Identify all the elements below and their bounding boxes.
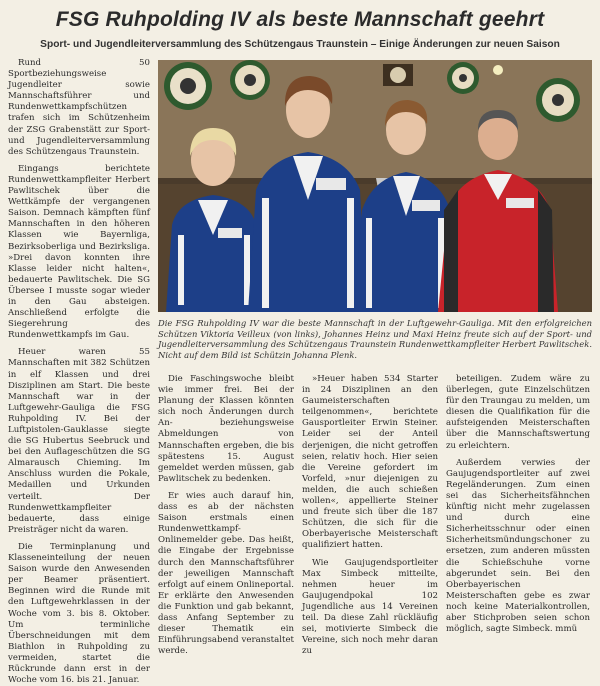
paragraph: Rund 50 Sportbeziehungsweise Jugendleiter sowie Mannschaftsführer und Rundenwettkampfschützen trafen sich im Schützenheim der ZSG Grabenstätt zur Sport- und Jugendleiterversammlung des Schützengaus Traunstein. (8, 58, 150, 157)
paragraph: Außerdem verwies der Gaujugendsportleiter auf zwei Regeländerungen. Zum einen sei das Sicherheitsfähnchen künftig nicht mehr zugelassen und durch eine Sicherheitsschnur oder einen Sicherheitsmündungschoner zu ersetzen, zum anderen müssten die Schießschuhe vorne abgerundet sein. Bei den Oberbayerischen Meisterschaften gebe es zwar noch keine Materialkontrollen, aber Stichproben seien schon möglich, sagte Simbeck. mmü (446, 457, 590, 635)
article-column-3 (302, 374, 438, 657)
paragraph: »Heuer haben 534 Starter in 24 Disziplinen an den Gaumeisterschaften teilgenommen«, berichtete Gausportleiter Erwin Steiner. Leider sei der Anteil derjenigen, die nicht getroffen seien, relativ hoch. Hier seien die Vereine gefordert im Vorfeld, »nur diejenigen zu melden, die auch schießen wollen«, appellierte Steiner und freute sich über die 187 Schützen, die sich für die Oberbayerische Meisterschaft qualifiziert hatten. (302, 374, 438, 551)
article-column-2 (158, 374, 294, 657)
article-column-4 (446, 374, 590, 635)
subheadline: Sport- und Jugendleiterversammlung des Schützengaus Traunstein – Einige Änderungen zur neuen Saison (40, 39, 560, 50)
team-photo (158, 60, 592, 312)
paragraph: Die Faschingswoche bleibt wie immer frei. Bei der Planung der Klassen könnten sich noch Änderungen durch An- beziehungsweise Abmeldungen von Mannschaften ergeben, die bis spätestens 15. August gemeldet werden müssen, gab Pawlitschek zu bedenken. (158, 374, 294, 484)
paragraph: Die Terminplanung und Klasseneinteilung der neuen Saison wurde den Anwesenden per Beamer präsentiert. Beginnen wird die Runde mit den Luftgewehrklassen in der Woche vom 3. bis 8. Oktober. Um terminliche Überschneidungen mit dem Biathlon in Ruhpolding zu vermeiden, startet die Rückrunde dann erst in der Woche vom 16. bis 21. Januar. (8, 541, 150, 686)
paragraph: Wie Gaujugendsportleiter Max Simbeck mitteilte, nehmen heuer im Gaujugendpokal 102 Jugendliche aus 14 Vereinen teil. Da diese Zahl rückläufig sei, motivierte Simbeck die Vereine, sich noch mehr daran zu (302, 557, 438, 657)
paragraph: beteiligen. Zudem wäre zu überlegen, gute Einzelschützen für den Traungau zu melden, um diesen die Qualifikation für die aufsteigenden Meisterschaften über die Mannschaftswertung zu erleichtern. (446, 374, 590, 451)
photo-caption: Die FSG Ruhpolding IV war die beste Mannschaft in der Luftgewehr-Gauliga. Mit den erfolgreichen Schützen Viktoria Veilleux (von links), Johannes Heinz und Maxi Heinz freute sich auf der Sport- und Jugendleiterversammlung des Schützengaus Traunstein Rundenwettkampfleiter Herbert Pawlitschek. Nicht auf dem Bild ist Schützin Johanna Plenk. (158, 318, 592, 360)
headline: FSG Ruhpolding IV als beste Mannschaft geehrt (55, 8, 545, 31)
paragraph: Eingangs berichtete Rundenwettkampfleiter Herbert Pawlitschek über die Wettkämpfe der vergangenen Saison. Demnach kämpften fünf Mannschaften in den höheren Klassen wie Bayernliga, Bezirksoberliga und Bezirksliga. »Drei davon konnten ihre Klasse leider nicht halten«, bedauerte Pawlitschek. Die SG Übersee I musste sogar wieder in den Gau absteigen. Anschließend erfolgte die Siegerehrung des Rundenwettkampfs im Gau. (8, 163, 150, 341)
article-column-1 (8, 58, 150, 686)
paragraph: Heuer waren 55 Mannschaften mit 382 Schützen in elf Klassen und drei Disziplinen am Start. Die beste Mannschaft war in der Luftgewehr-Gauliga die FSG Ruhpolding IV. Bei der Luftpistolen-Gauklasse siegte die SG Hubertus Seebruck und bei den Auflageschützen die SG Almarausch Chieming. Im Anschluss wurden die Pokale, Medaillen und Urkunden verteilt. Der Rundenwettkampfleiter bedauerte, dass einige Preisträger nicht da waren. (8, 347, 150, 535)
paragraph: Er wies auch darauf hin, dass es ab der nächsten Saison erstmals einen Rundenwettkampf-Onlinemelder gebe. Das heißt, die Eingabe der Ergebnisse durch den Mannschaftsführer der jeweiligen Mannschaft erfolgt auf einem Onlineportal. Er erklärte den Anwesenden die Funktion und gab bekannt, dass Anfang September zu dieser Thematik ein Einführungsabend veranstaltet werde. (158, 490, 294, 657)
